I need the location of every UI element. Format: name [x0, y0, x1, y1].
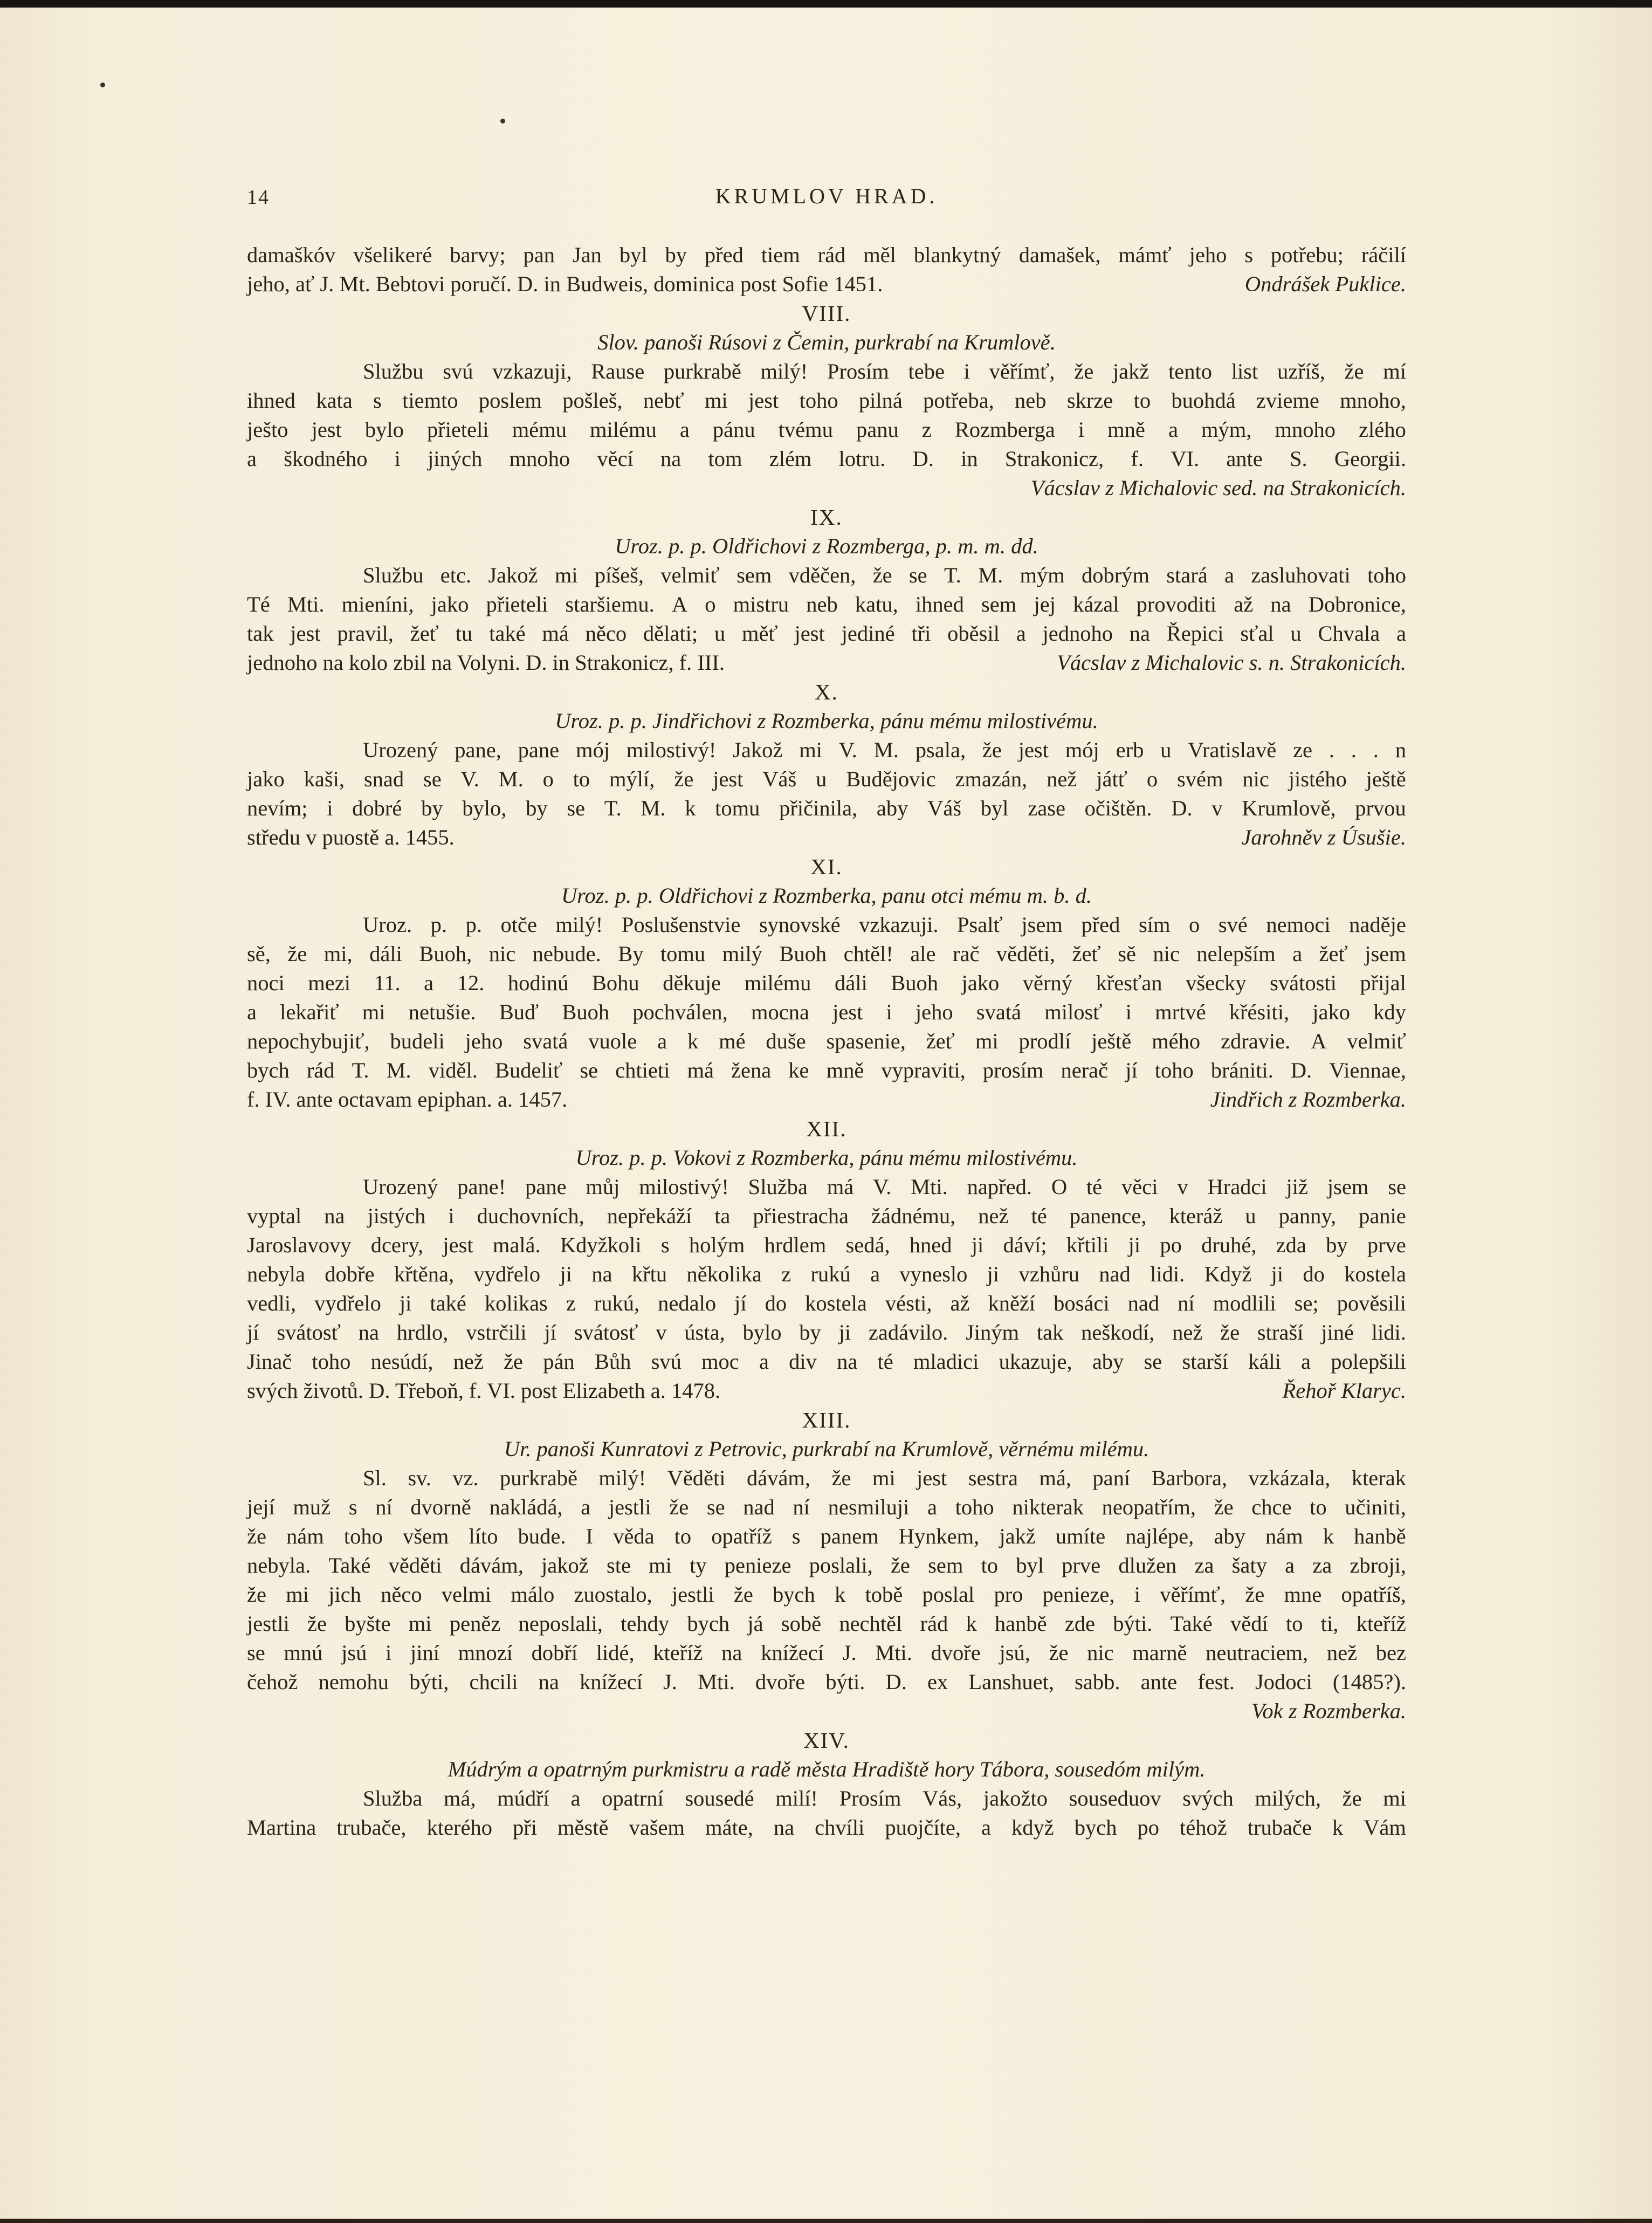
letter-number [247, 299, 1406, 328]
address-text: Uroz. p. p. Vokovi z Rozmberka, pánu mému milostivému. [575, 1145, 1078, 1170]
line-text: že nám toho všem líto bude. I věda to opatříž s panem Hynkem, jakž umíte najlépe, aby nám k hanbě [247, 1524, 1406, 1548]
signature: Vácslav z Michalovic s. n. Strakonicích. [1057, 650, 1406, 675]
text-line [247, 1668, 1406, 1697]
letter-numeral: XIII. [802, 1408, 851, 1432]
text-line [247, 1347, 1406, 1376]
page-bottom-edge [0, 2219, 1652, 2223]
letter-number [247, 1405, 1406, 1435]
line-text: f. IV. ante octavam epiphan. a. 1457. [247, 1087, 568, 1112]
page-number: 14 [247, 186, 270, 209]
text-line [247, 1056, 1406, 1085]
letter-number [247, 852, 1406, 881]
text-line [247, 1551, 1406, 1580]
letter-number [247, 1114, 1406, 1143]
line-text: svých životů. D. Třeboň, f. VI. post Elizabeth a. 1478. [247, 1378, 721, 1403]
line-text: jestli že byšte mi peněz neposlali, tehdy bych já sobě nechtěl rád k hanbě zde býti. Také vědí to ti, kteříž [247, 1611, 1406, 1636]
letter-address [247, 532, 1406, 561]
letter-numeral: IX. [810, 505, 843, 530]
text-line [247, 1493, 1406, 1522]
letter-address [247, 328, 1406, 357]
line-text: vedli, vydřelo ji také kolikas z rukú, nedalo jí do kostela vésti, až kněží bosáci nad ní modlili se; pověsili [247, 1291, 1406, 1315]
line-text: ješto jest bylo přieteli mému milému a pánu tvému panu z Rozmberga i mně a mým, mnoho zlého [247, 417, 1406, 442]
line-text: a lekařiť mi netušie. Buď Buoh pochválen, mocna jest i jeho svatá milosť i mrtvé křésiti, jako kdy [247, 1000, 1406, 1024]
line-text: jeho, ať J. Mt. Bebtovi poručí. D. in Budweis, dominica post Sofie 1451. [247, 272, 883, 296]
text-line [247, 1609, 1406, 1638]
text-line [247, 1580, 1406, 1609]
line-text: Martina trubače, kterého při městě vašem máte, na chvíli puojčíte, a když bych po téhož trubače k Vám [247, 1815, 1406, 1840]
letter-address [247, 1435, 1406, 1464]
letter-address [247, 706, 1406, 736]
line-text: tak jest pravil, žeť tu také má něco dělati; u měť jest jediné tři oběsil a jednoho na Řepici sťal u Chvala a [247, 621, 1406, 646]
letter-address [247, 881, 1406, 910]
text-line [247, 823, 1406, 852]
line-text: nepochybujiť, budeli jeho svatá vuole a k mé duše spasenie, žeť mi prodlí ještě mého zdravie. A velmiť [247, 1029, 1406, 1053]
line-text: Jinač toho nesúdí, než že pán Bůh svú moc a div na té mladici ukazuje, aby se starší káli a polepšili [247, 1349, 1406, 1374]
text-line [247, 1202, 1406, 1231]
line-text: její muž s ní dvorně nakládá, a jestli že se nad ní nesmiluji a toho nikterak neopatřím, že chce to učiniti, [247, 1495, 1406, 1519]
line-text: jednoho na kolo zbil na Volyni. D. in Strakonicz, f. III. [247, 650, 725, 675]
text-line [247, 1697, 1406, 1726]
text-line [247, 1289, 1406, 1318]
text-line [247, 1464, 1406, 1493]
running-title: KRUMLOV HRAD. [715, 184, 938, 208]
text-line [247, 998, 1406, 1027]
line-text: Sl. sv. vz. purkrabě milý! Věděti dávám, že mi jest sestra má, paní Barbora, vzkázala, kterak [363, 1466, 1406, 1490]
line-text: bych rád T. M. viděl. Budeliť se chtieti má žena ke mně vypraviti, prosím nerač jí toho brániti. D. Viennae, [247, 1058, 1406, 1082]
text-line [247, 474, 1406, 503]
letter-number [247, 503, 1406, 532]
line-text: nebyla. Také věděti dávám, jakož ste mi ty penieze poslali, že sem to byl prve dlužen za šaty a za zbroji, [247, 1553, 1406, 1577]
text-line [247, 910, 1406, 939]
line-text: čehož nemohu býti, chcili na knížecí J. Mti. dvoře býti. D. ex Lanshuet, sabb. ante fest. Jodoci (1485?). [247, 1670, 1406, 1694]
line-text: ihned kata s tiemto poslem pošleš, nebť mi jest toho pilná potřeba, neb skrze to buohdá zvieme mnoho, [247, 388, 1406, 413]
line-text: Službu svú vzkazuji, Rause purkrabě milý! Prosím tebe i věřímť, že jakž tento list uzříš, že mí [363, 359, 1406, 383]
address-text: Uroz. p. p. Oldřichovi z Rozmberka, panu otci mému m. b. d. [561, 883, 1092, 908]
letter-numeral: XII. [806, 1116, 847, 1141]
line-text: středu v puostě a. 1455. [247, 825, 455, 849]
text-line [247, 1085, 1406, 1114]
text-line [247, 1638, 1406, 1668]
line-text: vyptal na jistých i duchovních, nepřekáží ta přiestracha žádnému, než té panence, kteráž u panny, panie [247, 1204, 1406, 1228]
letter-numeral: XI. [810, 854, 843, 879]
text-line [247, 619, 1406, 648]
text-line [247, 561, 1406, 590]
letter-numeral: X. [815, 680, 838, 704]
letter-number [247, 1726, 1406, 1755]
text-line [247, 415, 1406, 444]
line-text: Uroz. p. p. otče milý! Poslušenstvie synovské vzkazuji. Psalť jsem před sím o své nemoci naděje [363, 912, 1406, 937]
text-line [247, 590, 1406, 619]
text-line [247, 648, 1406, 677]
letter-address [247, 1143, 1406, 1172]
text-line [247, 386, 1406, 415]
letters-text [247, 241, 1406, 1842]
line-text: sě, že mi, dáli Buoh, nic nebude. By tomu milý Buoh chtěl! ale rač věděti, žeť sě nic nelepším a žeť jsem [247, 942, 1406, 966]
text-line [247, 1260, 1406, 1289]
line-text: Jaroslavovy dcery, jest malá. Kdyžkoli s holým hrdlem sedá, hned ji dáví; křtili ji po druhé, zda by prve [247, 1233, 1406, 1257]
text-line [247, 444, 1406, 474]
letter-numeral: VIII. [802, 301, 851, 326]
line-text: nebyla dobře křtěna, vydřelo ji na křtu několika z rukú a vyneslo ji vzhůru nad lidi. Když ji do kostela [247, 1262, 1406, 1286]
signature: Vácslav z Michalovic sed. na Strakonicích. [1030, 476, 1406, 500]
letter-address [247, 1755, 1406, 1784]
text-line [247, 1813, 1406, 1842]
line-text: Urozený pane, pane mój milostivý! Jakož mi V. M. psala, že jest mój erb u Vratislavě ze . . . n [363, 738, 1406, 762]
text-line [247, 736, 1406, 765]
letter-number [247, 677, 1406, 706]
ink-speck [500, 119, 505, 124]
signature: Ondrášek Puklice. [1244, 272, 1406, 296]
address-text: Uroz. p. p. Oldřichovi z Rozmberga, p. m. m. dd. [615, 534, 1038, 558]
signature: Vok z Rozmberka. [1251, 1699, 1406, 1723]
signature: Jarohněv z Úsušie. [1241, 825, 1406, 849]
text-line [247, 270, 1406, 299]
text-line [247, 1172, 1406, 1202]
line-text: a škodného i jiných mnoho věcí na tom zlém lotru. D. in Strakonicz, f. VI. ante S. Georgii. [247, 447, 1406, 471]
text-line [247, 357, 1406, 386]
signature: Jindřich z Rozmberka. [1210, 1087, 1406, 1112]
ink-speck [100, 83, 105, 87]
line-text: Urozený pane! pane můj milostivý! Služba má V. Mti. napřed. O té věci v Hradci již jsem se [363, 1175, 1406, 1199]
letter-numeral: XIV. [803, 1728, 850, 1753]
address-text: Uroz. p. p. Jindřichovi z Rozmberka, pánu mému milostivému. [555, 709, 1098, 733]
address-text: Slov. panoši Rúsovi z Čemin, purkrabí na Krumlově. [597, 330, 1056, 354]
text-line [247, 1784, 1406, 1813]
text-line [247, 1376, 1406, 1405]
address-text: Ur. panoši Kunratovi z Petrovic, purkrabí na Krumlově, věrnému milému. [504, 1437, 1149, 1461]
text-line [247, 1318, 1406, 1347]
text-line [247, 794, 1406, 823]
text-line [247, 765, 1406, 794]
line-text: že mi jich něco velmi málo zuostalo, jestli že bych k tobě poslal pro penieze, i věřímť, že mne opatříš, [247, 1582, 1406, 1607]
page-header [247, 183, 1406, 216]
line-text: noci mezi 11. a 12. hodinú Bohu děkuje milému dáli Buoh jako věrný křesťan všecky svátosti přijal [247, 971, 1406, 995]
text-line [247, 1522, 1406, 1551]
line-text: jako kaši, snad se V. M. o to mýlí, že jest Váš u Budějovic zmazán, než játť o svém nic jistého ještě [247, 767, 1406, 791]
line-text: Služba má, múdří a opatrní sousedé milí! Prosím Vás, jakožto souseduov svých milých, že mi [363, 1786, 1406, 1810]
address-text: Múdrým a opatrným purkmistru a radě města Hradiště hory Tábora, sousedóm milým. [448, 1757, 1206, 1781]
text-line [247, 241, 1406, 270]
text-line [247, 969, 1406, 998]
line-text: damaškóv všelikeré barvy; pan Jan byl by před tiem rád měl blankytný damašek, mámť jeho s potřebu; ráčilí [247, 243, 1406, 267]
page-top-edge [0, 0, 1652, 8]
line-text: Té Mti. mieníni, jako přieteli staršiemu. A o mistru neb katu, ihned sem jej kázal provoditi až na Dobronice, [247, 592, 1406, 616]
line-text: jí svátosť na hrdlo, vstrčili jí svátosť v ústa, bylo by ji zadávilo. Jiným tak neškodí, než že straší jiné lidi. [247, 1320, 1406, 1344]
line-text: nevím; i dobré by bylo, by se T. M. k tomu přičinila, aby Váš byl zase očištěn. D. v Krumlově, prvou [247, 796, 1406, 820]
signature: Řehoř Klaryc. [1282, 1378, 1406, 1403]
line-text: se mnú jsú i jiní mnozí dobří lidé, kteříž na knížecí J. Mti. dvoře jsú, že nic marně neutraciem, než bez [247, 1641, 1406, 1665]
text-line [247, 939, 1406, 969]
line-text: Službu etc. Jakož mi píšeš, velmiť sem vděčen, že se T. M. mým dobrým stará a zasluhovati toho [363, 563, 1406, 587]
text-line [247, 1231, 1406, 1260]
text-line [247, 1027, 1406, 1056]
